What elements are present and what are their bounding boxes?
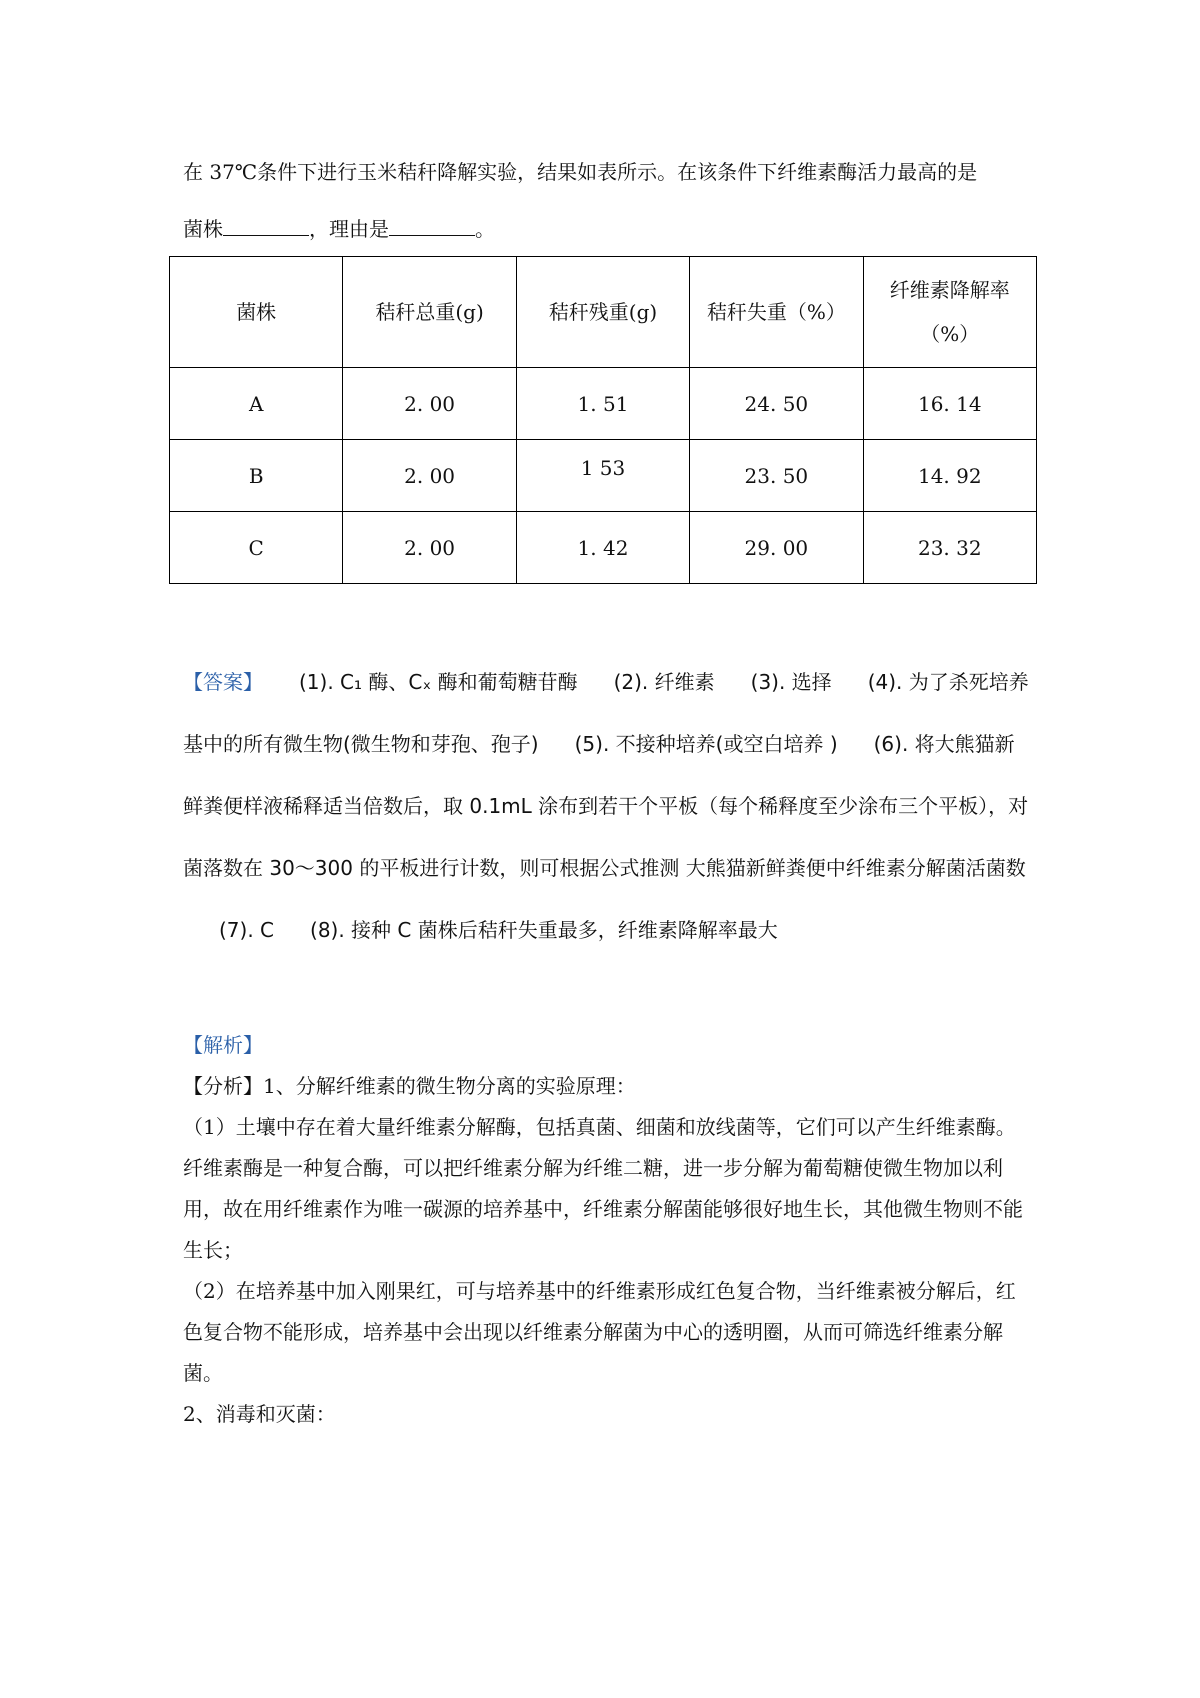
answer-section	[183, 651, 1033, 961]
analysis-paragraph: 【分析】1、分解纤维素的微生物分离的实验原理：	[183, 1074, 636, 1098]
answer-6: (6). 将大熊猫新鲜粪便样液稀释适当倍数后，取 0.1mL 涂布到若干个平板（每个稀释度至少涂布三个平板），对菌落数在 30～300 的平板进行计数，则可根据公式推测 大熊猫新鲜粪便中纤维素分解菌活菌数	[183, 732, 1029, 880]
analysis-paragraph: 2、消毒和灭菌：	[183, 1402, 336, 1426]
table-header-row	[170, 257, 1037, 368]
header-degradation-rate-line1: 纤维素降解率	[889, 278, 1010, 302]
header-total-weight: 秸秆总重(g)	[343, 257, 516, 368]
header-weight-loss: 秸秆失重（%）	[690, 257, 863, 368]
table-cell: 24. 50	[690, 368, 863, 440]
question-line-2-start: 菌株	[183, 217, 223, 241]
header-degradation-rate	[863, 257, 1036, 368]
question-line-2-middle: ，理由是	[309, 217, 389, 241]
table-cell-text: 1 53	[580, 455, 626, 480]
table-cell: 1. 42	[516, 512, 689, 584]
analysis-section	[183, 1025, 1028, 1435]
table-row	[170, 512, 1037, 584]
header-residual-weight: 秸秆残重(g)	[516, 257, 689, 368]
table-cell: 2. 00	[343, 368, 516, 440]
question-line-1: 在 37℃条件下进行玉米秸秆降解实验，结果如表所示。在该条件下纤维素酶活力最高的是	[183, 160, 978, 184]
analysis-tag: 【解析】	[183, 1033, 263, 1057]
table-cell: A	[170, 368, 343, 440]
table-row	[170, 440, 1037, 512]
question-line-2	[183, 213, 495, 242]
answer-blank-2	[389, 219, 475, 236]
table-cell: 16. 14	[863, 368, 1036, 440]
table-cell: 2. 00	[343, 512, 516, 584]
table-row	[170, 368, 1037, 440]
header-degradation-rate-line2: （%）	[920, 322, 980, 346]
table-cell	[516, 440, 689, 512]
header-strain: 菌株	[170, 257, 343, 368]
results-table	[169, 256, 1037, 584]
table-cell: 14. 92	[863, 440, 1036, 512]
answer-1: (1). C₁ 酶、Cₓ 酶和葡萄糖苷酶	[299, 670, 578, 694]
answer-2: (2). 纤维素	[613, 670, 715, 694]
analysis-paragraph: （2）在培养基中加入刚果红，可与培养基中的纤维素形成红色复合物，当纤维素被分解后，红色复合物不能形成，培养基中会出现以纤维素分解菌为中心的透明圈，从而可筛选纤维素分解菌。	[183, 1279, 1016, 1385]
answer-4: (4). 为了杀死培养基中的所有微生物(微生物和芽孢、孢子)	[183, 670, 1029, 756]
table-cell: B	[170, 440, 343, 512]
analysis-paragraph: （1）土壤中存在着大量纤维素分解酶，包括真菌、细菌和放线菌等，它们可以产生纤维素酶。纤维素酶是一种复合酶，可以把纤维素分解为纤维二糖，进一步分解为葡萄糖使微生物加以利用，故在用纤维素作为唯一碳源的培养基中，纤维素分解菌能够很好地生长，其他微生物则不能生长；	[183, 1115, 1023, 1262]
answer-5: (5). 不接种培养(或空白培养 )	[574, 732, 838, 756]
table-cell: 2. 00	[343, 440, 516, 512]
table-cell: 23. 50	[690, 440, 863, 512]
table-cell: 23. 32	[863, 512, 1036, 584]
answer-blank-1	[223, 219, 309, 236]
answer-3: (3). 选择	[750, 670, 832, 694]
answer-tag: 【答案】	[183, 670, 263, 694]
answer-8: (8). 接种 C 菌株后秸秆失重最多，纤维素降解率最大	[310, 918, 778, 942]
table-cell: 29. 00	[690, 512, 863, 584]
question-line-2-end: 。	[475, 217, 495, 241]
table-cell: 1. 51	[516, 368, 689, 440]
answer-7: (7). C	[219, 918, 275, 942]
table-cell: C	[170, 512, 343, 584]
